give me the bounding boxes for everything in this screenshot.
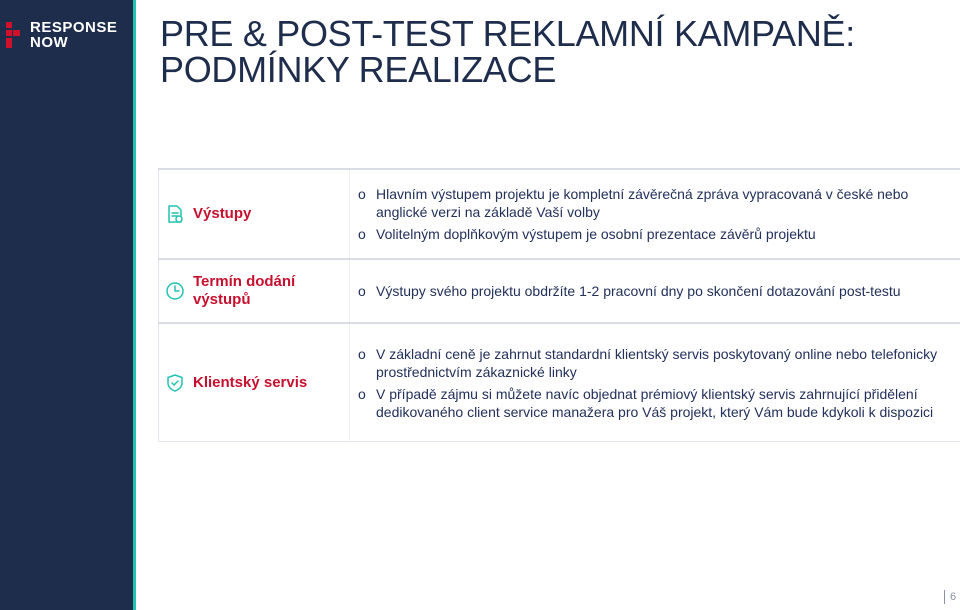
logo-text-line2: NOW: [30, 34, 69, 51]
row-label-line: Termín dodání: [193, 273, 296, 290]
list-item: [358, 345, 960, 381]
page-number: 6: [950, 591, 957, 603]
conditions-table: [158, 168, 960, 442]
clock-icon: [165, 281, 185, 301]
row-label-line: výstupů: [193, 291, 251, 308]
document-icon: [165, 204, 185, 224]
sidebar: [0, 0, 133, 610]
page-title-line1: PRE & POST-TEST REKLAMNÍ KAMPANĚ:: [160, 13, 855, 54]
row-content-cell: [350, 260, 960, 322]
sidebar-accent-line: [133, 0, 136, 610]
row-content-cell: [350, 170, 960, 258]
logo-text: [30, 20, 117, 50]
logo-text-line1: RESPONSE: [30, 19, 118, 36]
page-title: [160, 13, 940, 90]
table-row-vystupy: [158, 168, 960, 258]
logo-mark-icon: [6, 22, 22, 50]
bullet-marker: o: [358, 186, 366, 202]
response-now-logo: [6, 20, 131, 54]
page-title-line2: PODMÍNKY REALIZACE: [160, 49, 557, 90]
row-label-line: Výstupy: [193, 205, 252, 222]
row-label: [193, 273, 295, 309]
list-item: [358, 185, 960, 221]
row-content-cell: [350, 324, 960, 441]
shield-check-icon: [165, 373, 185, 393]
bullet-marker: o: [358, 283, 366, 299]
row-label: [193, 374, 307, 392]
bullet-text: Výstupy svého projektu obdržíte 1-2 pracovní dny po skončení dotazování post-testu: [376, 283, 901, 299]
list-item: [358, 385, 960, 421]
row-label-line: Klientský servis: [193, 373, 308, 391]
bullet-marker: o: [358, 226, 366, 242]
row-label-cell: [158, 170, 350, 258]
page-number-divider: [944, 590, 945, 604]
row-label-cell: [158, 324, 350, 441]
bullet-text: V základní ceně je zahrnut standardní klientský servis poskytovaný online nebo telefonicky prostřednictvím zákaznické linky: [376, 345, 938, 380]
table-row-termin: [158, 258, 960, 322]
table-row-klientsky-servis: [158, 322, 960, 442]
list-item: [358, 225, 960, 243]
bullet-text: V případě zájmu si můžete navíc objednat prémiový klientský servis zahrnující přidělení dedikovaného client service manažera pro Váš projekt, který Vám bude kdykoli k dispozici: [376, 385, 934, 420]
bullet-marker: o: [358, 345, 366, 362]
bullet-text: Volitelným doplňkovým výstupem je osobní prezentace závěrů projektu: [376, 226, 816, 242]
bullet-text: Hlavním výstupem projektu je kompletní závěrečná zpráva vypracovaná v české nebo anglické verzi na základě Vaší volby: [376, 186, 909, 220]
row-label-cell: [158, 260, 350, 322]
row-label: [193, 205, 251, 223]
list-item: [358, 282, 960, 300]
bullet-marker: o: [358, 385, 366, 402]
